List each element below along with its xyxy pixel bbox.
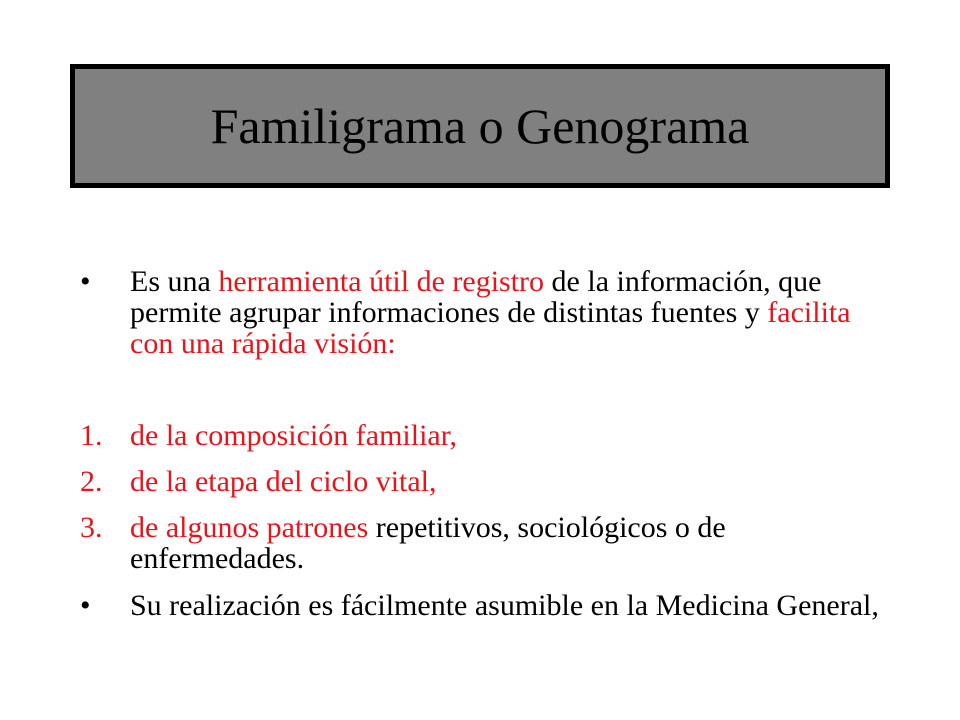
numbered-text [130, 512, 900, 574]
bullet-text [130, 590, 900, 621]
bullet-text [130, 266, 900, 359]
numbered-text [130, 466, 900, 497]
text-segment: repetitivos, sociológicos o de enfermedades. [130, 511, 726, 575]
number-marker: 3. [80, 511, 103, 544]
text-segment: Su realización es fácilmente asumible en la Medicina General, [130, 589, 879, 622]
text-segment: Es una [130, 265, 219, 298]
slide-title: Familigrama o Genograma [210, 98, 750, 154]
bullet-marker: • [80, 589, 91, 622]
text-segment-highlight: facilita con una rápida visión: [130, 296, 851, 360]
text-segment-highlight: de la etapa del ciclo vital, [130, 465, 437, 498]
text-segment: información, que permite agrupar informaciones de distintas fuentes y [130, 265, 822, 329]
text-segment-highlight: herramienta útil de registro [218, 265, 545, 298]
number-marker: 1. [80, 419, 103, 452]
numbered-text [130, 420, 900, 451]
text-segment-highlight: de algunos patrones [130, 511, 369, 544]
number-marker: 2. [80, 465, 103, 498]
bullet-marker: • [80, 265, 91, 298]
text-segment-highlight: de la composición familiar, [130, 419, 458, 452]
text-segment: de la [544, 265, 617, 298]
